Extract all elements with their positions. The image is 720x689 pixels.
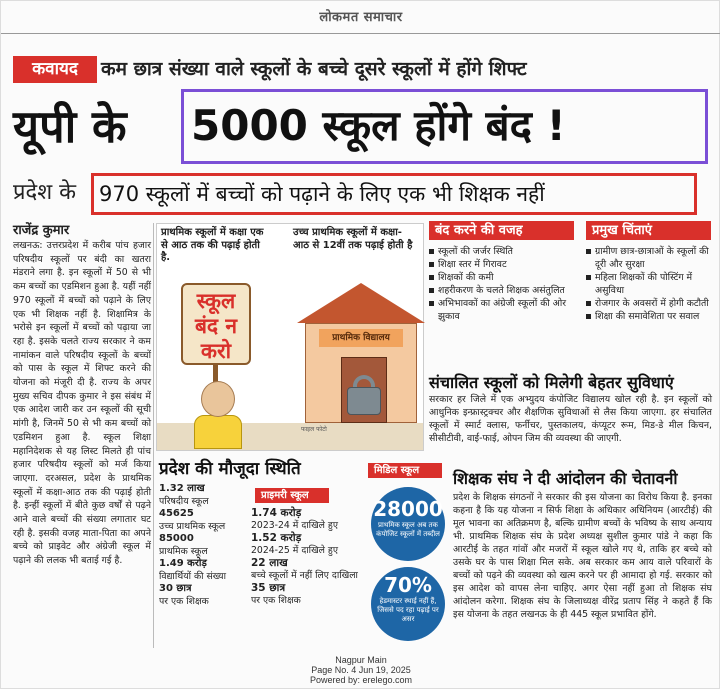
stat-label: विद्यार्थियों की संख्या [159,570,226,582]
union-title: शिक्षक संघ ने दी आंदोलन की चेतावनी [453,469,678,488]
stat-number: 1.49 करोड़ [159,558,207,569]
concerns-list [586,245,714,323]
headline-highlighted: 5000 स्कूल होंगे बंद ! [191,101,566,150]
stat-number: 85000 [159,533,194,544]
list-item: महिला शिक्षकों की पोस्टिंग में असुविधा [586,271,714,297]
list-item: स्कूलों की जर्जर स्थिति [429,245,579,258]
footer-page: Page No. 4 Jun 19, 2025 [311,665,411,675]
stat-number: 30 छात्र [159,583,192,594]
protest-sign: स्कूल बंद न करो [181,283,251,365]
primary-school-title: प्राइमरी स्कूल [255,488,329,503]
protester-body [194,415,242,449]
status-left-stats [159,483,257,608]
footer-edition: Nagpur Main [335,655,387,665]
kicker-text: कम छात्र संख्या वाले स्कूलों के बच्चे दूसरे स्कूलों में होंगे शिफ्ट [101,58,527,80]
illustration-caption-higher: उच्च प्राथमिक स्कूलों में कक्षा-आठ से 12वीं तक पढ़ाई होती है [293,227,413,251]
school-roof [297,283,425,323]
stat-circle-number: 28000 [373,497,443,521]
stat-circle-headmaster [371,567,445,641]
subheadline-highlighted: 970 स्कूलों में बच्चों को पढ़ाने के लिए एक भी शिक्षक नहीं [99,182,545,206]
padlock-icon [347,387,381,415]
list-item: शिक्षा की समावेशिता पर सवाल [586,310,714,323]
stat-label: उच्च प्राथमिक स्कूल [159,520,226,532]
list-item: ग्रामीण छात्र-छात्राओं के स्कूलों की दूरी और सुरक्षा [586,245,714,271]
stat-circle-label: हेडमास्टर स्थाई नहीं हैं, जिससे पद रहा पढ़ाई पर असर [377,597,439,623]
story-column: लखनऊ: उत्तरप्रदेश में करीब पांच हजार परिषदीय स्कूलों पर बंदी का खतरा मंडराने लगा है. इन स्कूलों में 50 से भी कम बच्चों का एडमिशन हुआ है. यहीं नहीं 970 स्कूलों में बच्चों को पढ़ाने के लिए एक भी शिक्षक नहीं है. शिक्षामित्र के भरोसे इन स्कूलों में बच्चों को पढ़ाया जा रहा है. इसके चलते राज्य सरकार ने कम नामांकन वाले परिषदीय स्कूलों के बच्चों को पास के स्कूल में शिफ्ट करने की योजना को मंजूरी दी है. राज्य के अपर मुख्य सचिव दीपक कुमार ने इस संबंध में एक आदेश जारी कर उन स्कूलों की सूची मांगी है, जिनमें 50 से भी कम बच्चों को एडमिशन हुआ है. स्कूल शिक्षा महानिदेशक से यह लिस्ट मिलते ही पांच हजार परिषदीय स्कूलों को मर्ज किया जाएगा. दरअसल, प्रदेश के प्राथमिक स्कूलों में कक्षा-आठ तक की पढ़ाई होती है. इन्हीं स्कूलों में बीते कुछ वर्षों से पढ़ने आने वाले बच्चों की संख्या लगातार घट रही है. इसकी वजह माता-पिता का अपने बच्चे को प्राइवेट और अंग्रेजी स्कूल में पढ़ाने की ललक भी बताई गई है. [13,240,151,567]
illustration-caption-primary: प्राथमिक स्कूलों में कक्षा एक से आठ तक की पढ़ाई होती है. [161,227,264,263]
stat-number: 1.52 करोड़ [251,532,302,544]
stat-circle-composite [371,487,445,561]
column-divider [153,223,154,648]
stat-number: 35 छात्र [251,582,286,594]
stat-circle-number: 70% [384,573,432,597]
stat-number: 1.32 लाख [159,483,205,494]
stat-number: 45625 [159,508,194,519]
headline-prefix: यूपी के [13,100,127,153]
footer-powered[interactable]: Powered by: erelego.com [309,675,413,685]
reasons-list [429,245,579,323]
stat-label: पर एक शिक्षक [251,594,301,606]
list-item: अभिभावकों का अंग्रेजी स्कूलों की ओर झुकाव [429,297,579,323]
page-footer [1,655,720,685]
stat-label: 2023-24 में दाखिले हुए [251,519,339,531]
list-item: शहरीकरण के चलते शिक्षक असंतुलित [429,284,579,297]
byline: राजेंद्र कुमार [13,223,70,238]
concerns-title: प्रमुख चिंताएं [586,221,711,240]
status-title: प्रदेश की मौजूदा स्थिति [159,459,301,479]
kicker-label: कवायद [13,56,97,83]
list-item: रोजगार के अवसरों में होगी कटौती [586,297,714,310]
photo-credit: फाइल फोटो [301,426,327,433]
stat-number: 1.74 करोड़ [251,507,302,519]
facilities-body: सरकार हर जिले में एक अभ्युदय कंपोजिट विद्यालय खोल रही है. इन स्कूलों को आधुनिक इन्फ्रास्ट्रक्चर और शैक्षणिक सुविधाओं से लैस किया जाएगा. हर संचालित स्कूलों में स्मार्ट क्लास, फर्नीचर, पुस्तकालय, कंप्यूटर रूम, मिड-डे मील किचन, सीसीटीवी, वाई-फाई, ओपन जिम की व्यवस्था की जाएगी. [429,394,712,444]
protester-head [201,381,235,417]
list-item: शिक्षा स्तर में गिरावट [429,258,579,271]
primary-school-stats [251,507,363,607]
stat-circle-label: प्राथमिक स्कूल अब तक कंपोजिट स्कूलों में तब्दील [376,521,440,538]
union-body: प्रदेश के शिक्षक संगठनों ने सरकार की इस योजना का विरोध किया है. इनका कहना है कि यह योजना न सिर्फ शिक्षा के अधिकार अधिनियम (आरटीई) की मूल भावना का अतिक्रमण है, बल्कि ग्रामीण बच्चों के भविष्य के साथ अन्याय भी. प्राथमिक शिक्षक संघ के प्रदेश अध्यक्ष सुशील कुमार पांडे ने कहा कि आरटीई के तहत गांवों और मजरों में स्कूल खोले गए थे, ताकि हर बच्चे को उसके घर के पास शिक्षा मिल सके. अब सरकार कम आय वाले परिवारों के बच्चों को पढ़ने की व्यवस्था को खत्म करने पर ही आमादा हो गई. सरकार को इस आदेश को वापस लेना चाहिए. अगर ऐसा नहीं हुआ तो शिक्षक संघ आंदोलन करेगा. शिक्षक संघ के जिलाध्यक्ष वीरेंद्र प्रताप सिंह ने कहते हैं कि इस योजना के तहत लखनऊ के ही 445 स्कूल प्रभावित होंगे. [453,492,712,620]
facilities-title: संचालित स्कूलों को मिलेगी बेहतर सुविधाएं [429,373,674,392]
stat-label: 2024-25 में दाखिले हुए [251,544,339,556]
subheadline-prefix: प्रदेश के [13,180,77,205]
stat-number: 22 लाख [251,557,288,569]
stat-label: प्राथमिक स्कूल [159,545,208,557]
stat-label: परिषदीय स्कूल [159,495,209,507]
stat-label: बच्चे स्कूलों में नहीं लिए दाखिला [251,569,358,581]
reasons-title: बंद करने की वजह [429,221,574,240]
middle-school-title: मिडिल स्कूल [368,463,442,478]
stat-label: पर एक शिक्षक [159,595,209,607]
masthead: लोकमत समाचार [319,10,403,25]
list-item: शिक्षकों की कमी [429,271,579,284]
school-sign: प्राथमिक विद्यालय [319,329,403,347]
masthead-divider [1,33,720,34]
